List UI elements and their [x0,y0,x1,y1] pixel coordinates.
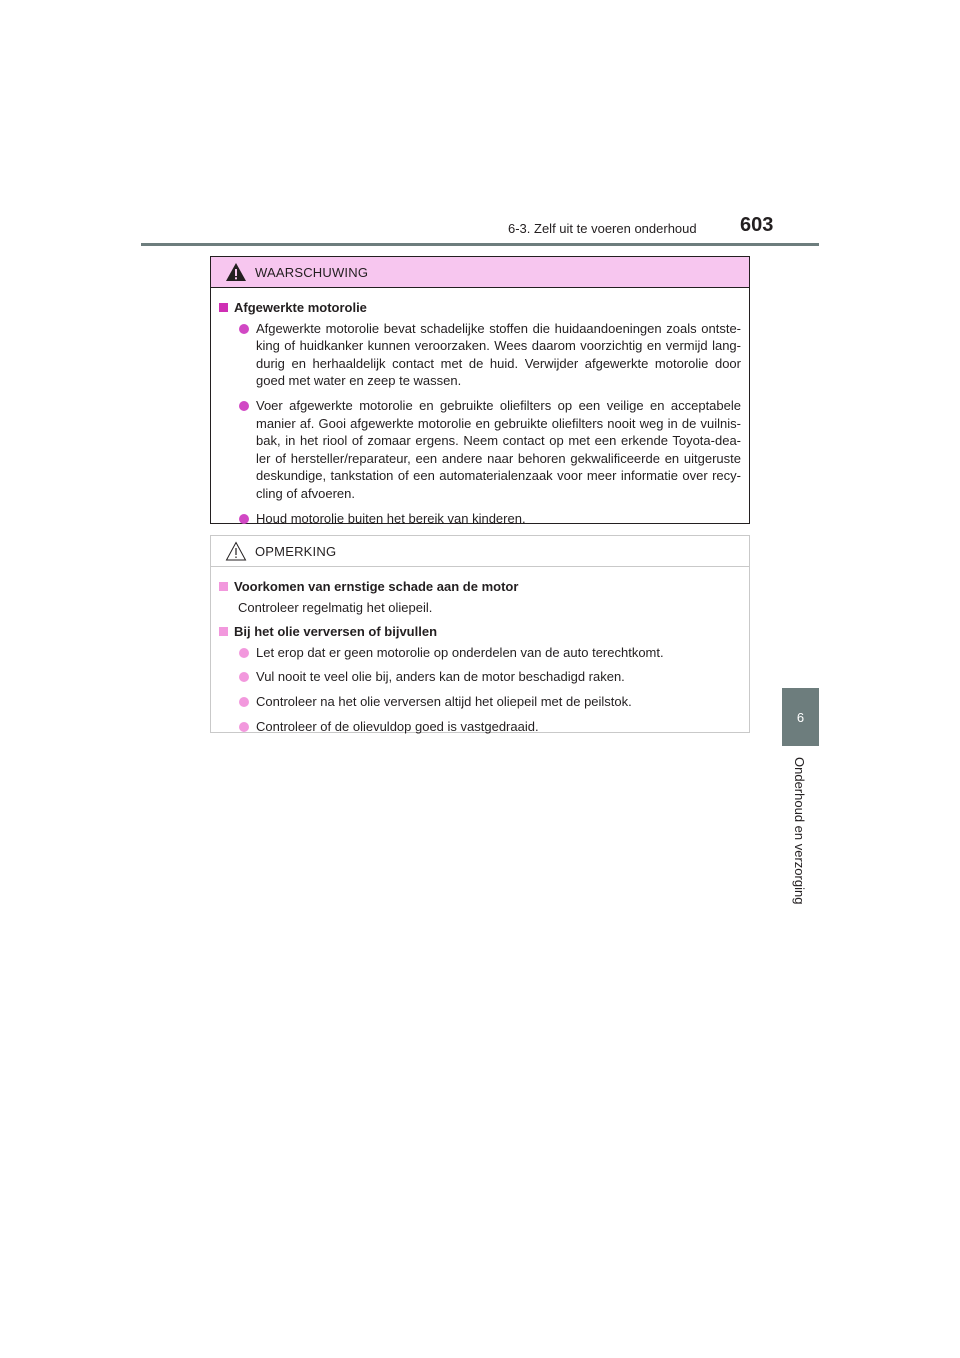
round-bullet-icon [239,514,249,524]
list-item-text: Voer afgewerkte motorolie en gebruikte oliefilters op een veilige en acceptabele manier af. Gooi afgewerkte motorolie en gebruikte oliefilters nooit weg in de vuilnis-bak, in het riool of zomaar ergens. Neem contact op met een erkende Toyota-dea-ler of hersteller/reparateur, een andere naar behoren gekwalificeerde en uitgeruste deskundige, tankstation of een automaterialenzaak voor meer informatie over recy-cling of afvoeren. [256,397,741,501]
list-item [219,320,741,390]
note-heading-text: Voorkomen van ernstige schade aan de motor [234,579,519,594]
warning-title: WAARSCHUWING [255,264,369,280]
round-bullet-icon [239,672,249,682]
warning-triangle-icon [225,262,247,282]
warning-box [210,256,750,524]
note-box [210,535,750,733]
section-title: 6-3. Zelf uit te voeren onderhoud [508,221,697,236]
warning-header [211,257,749,288]
round-bullet-icon [239,722,249,732]
caution-triangle-icon [225,541,247,561]
square-bullet-icon [219,627,228,636]
list-item-text: Houd motorolie buiten het bereik van kinderen. [256,510,526,526]
note-heading [219,578,741,596]
chapter-tab [782,688,819,746]
header-rule [141,243,819,246]
list-item-text: Vul nooit te veel olie bij, anders kan de motor beschadigd raken. [256,669,625,685]
page-number: 603 [740,214,774,236]
list-item [219,718,741,736]
list-item [219,397,741,503]
list-item-text: Controleer na het olie verversen altijd het oliepeil met de peilstok. [256,693,632,709]
note-body [211,567,749,735]
note-title: OPMERKING [255,543,337,559]
note-header [211,536,749,567]
chapter-label: Onderhoud en verzorging [792,757,807,905]
list-item [219,510,741,528]
note-heading [219,623,741,641]
list-item-text: Controleer of de olievuldop goed is vastgedraaid. [256,718,539,734]
round-bullet-icon [239,697,249,707]
list-item-text: Afgewerkte motorolie bevat schadelijke stoffen die huidaandoeningen zoals ontste-king of huidkanker kunnen veroorzaken. Wees daarom voorzichtig en vermijd lang-durig en herhaaldelijk contact met de huid. Verwijder afgewerkte motorolie door goed met water en zeep te wassen. [256,320,741,389]
list-item [219,668,741,686]
round-bullet-icon [239,401,249,411]
note-heading-text: Bij het olie verversen of bijvullen [234,624,438,640]
warning-heading [219,299,741,317]
square-bullet-icon [219,303,228,312]
chapter-number: 6 [796,709,805,725]
list-item [219,693,741,711]
note-text: Controleer regelmatig het oliepeil. [238,599,433,615]
round-bullet-icon [239,648,249,658]
warning-heading-text: Afgewerkte motorolie [234,300,367,315]
square-bullet-icon [219,582,228,591]
round-bullet-icon [239,324,249,334]
list-item-text: Let erop dat er geen motorolie op onderdelen van de auto terechtkomt. [256,644,664,660]
list-item [219,644,741,662]
warning-body [211,288,749,527]
